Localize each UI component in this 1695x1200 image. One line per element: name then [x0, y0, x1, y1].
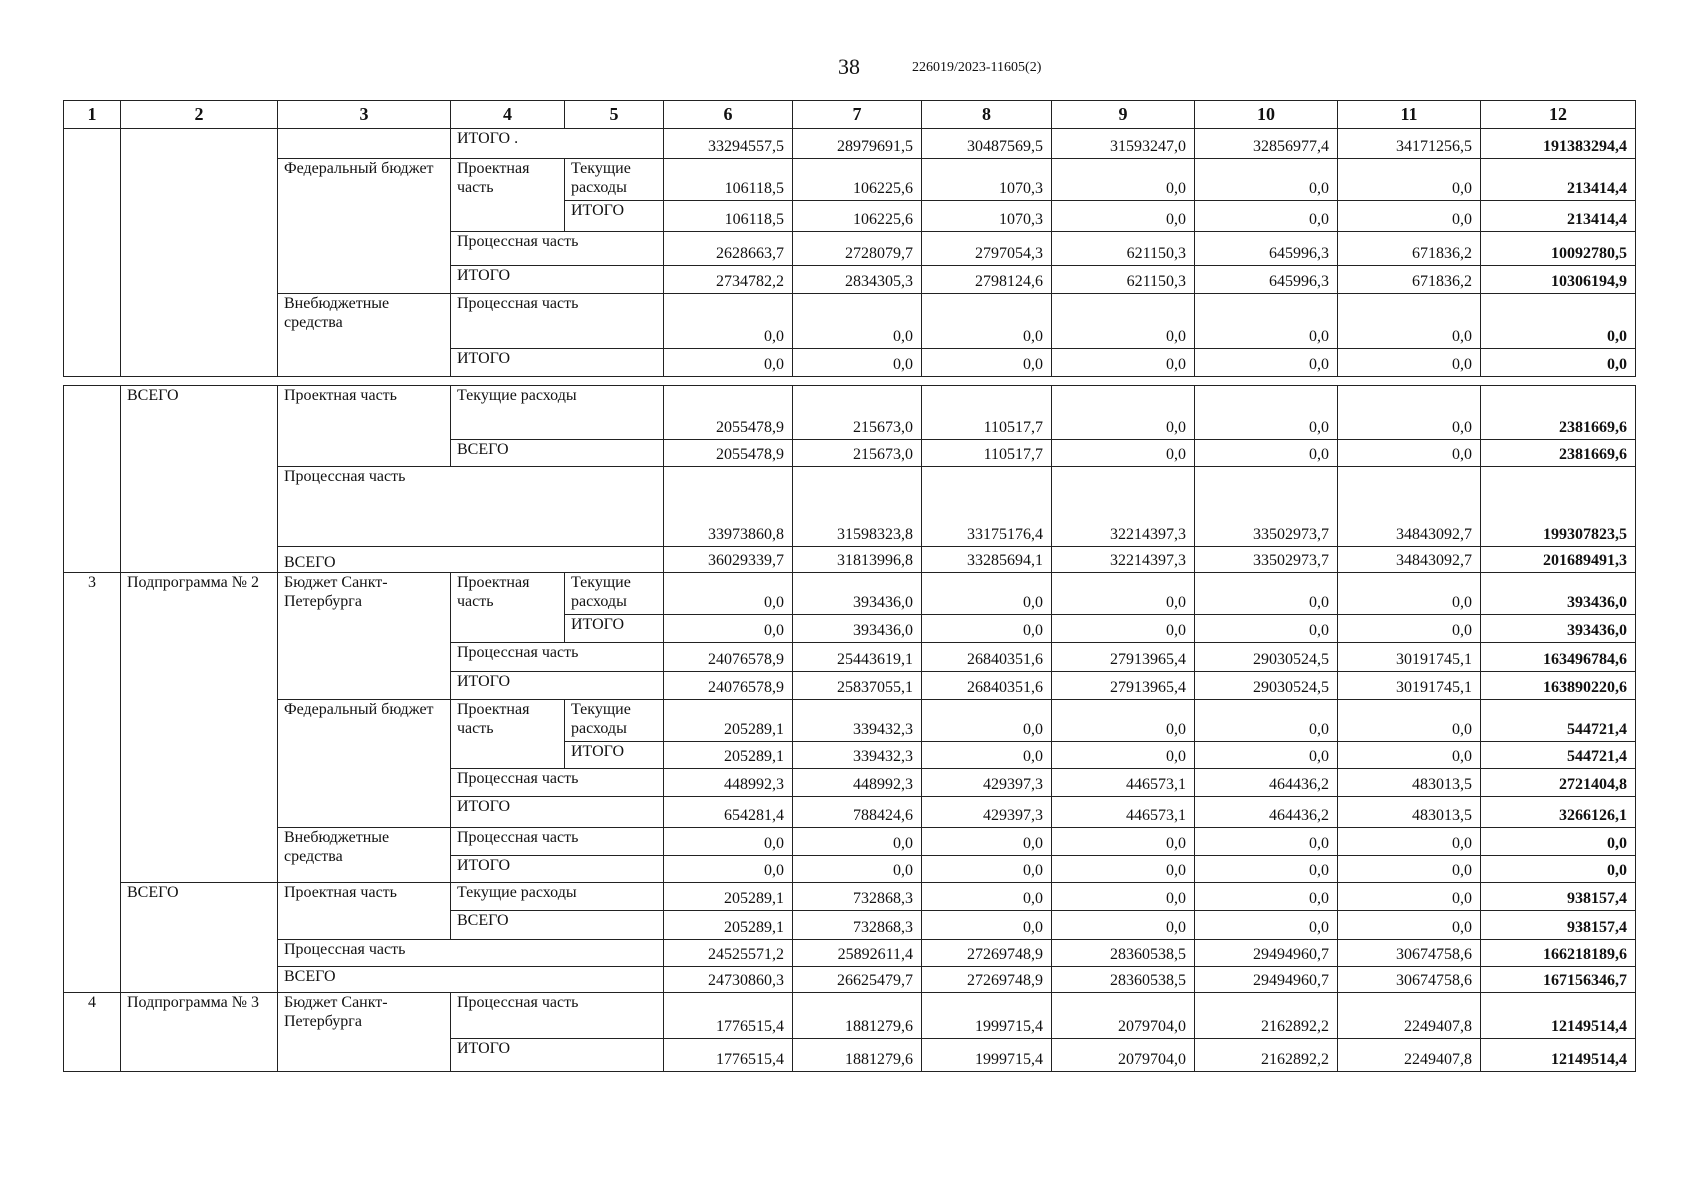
value-cell: 2628663,7	[664, 232, 793, 266]
value-cell: 27913965,4	[1052, 643, 1195, 672]
value-cell: 0,0	[1195, 294, 1338, 349]
value-cell: 0,0	[1052, 294, 1195, 349]
total-cell: 191383294,4	[1481, 129, 1636, 159]
value-cell: 0,0	[1195, 742, 1338, 769]
value-cell: 31593247,0	[1052, 129, 1195, 159]
row-label: ИТОГО	[565, 615, 664, 643]
value-cell: 0,0	[1052, 573, 1195, 615]
subprogram-label: Подпрограмма № 2	[121, 573, 278, 883]
row-number: 3	[64, 573, 121, 993]
group-label: ВСЕГО	[121, 883, 278, 993]
budget-source-label: Внебюджетные средства	[278, 828, 451, 883]
total-cell: 544721,4	[1481, 742, 1636, 769]
table-row	[64, 467, 1636, 547]
value-cell: 0,0	[1052, 883, 1195, 911]
value-cell: 106118,5	[664, 201, 793, 232]
value-cell: 205289,1	[664, 883, 793, 911]
value-cell: 30674758,6	[1338, 940, 1481, 967]
value-cell: 0,0	[1338, 440, 1481, 467]
value-cell: 0,0	[1338, 159, 1481, 201]
value-cell: 0,0	[1052, 856, 1195, 883]
part-label: Процессная часть	[451, 294, 664, 349]
value-cell: 26840351,6	[922, 672, 1052, 700]
value-cell: 0,0	[922, 349, 1052, 377]
total-cell: 10092780,5	[1481, 232, 1636, 266]
value-cell: 0,0	[1195, 440, 1338, 467]
total-cell: 201689491,3	[1481, 547, 1636, 573]
part-label: Проектная часть	[451, 159, 565, 232]
value-cell: 2249407,8	[1338, 1039, 1481, 1072]
value-cell: 448992,3	[664, 769, 793, 797]
value-cell: 0,0	[664, 856, 793, 883]
value-cell: 2162892,2	[1195, 993, 1338, 1039]
value-cell: 0,0	[1195, 349, 1338, 377]
value-cell: 0,0	[1052, 159, 1195, 201]
value-cell: 0,0	[922, 573, 1052, 615]
value-cell: 2162892,2	[1195, 1039, 1338, 1072]
total-cell: 213414,4	[1481, 159, 1636, 201]
col-header: 4	[451, 101, 565, 129]
part-label: Проектная часть	[451, 700, 565, 769]
value-cell: 0,0	[664, 828, 793, 856]
value-cell: 0,0	[1338, 294, 1481, 349]
subprogram-label: Подпрограмма № 3	[121, 993, 278, 1072]
total-cell: 163496784,6	[1481, 643, 1636, 672]
value-cell: 29030524,5	[1195, 643, 1338, 672]
table-row	[64, 547, 1636, 573]
value-cell: 0,0	[1052, 386, 1195, 440]
value-cell: 30191745,1	[1338, 672, 1481, 700]
value-cell: 0,0	[1052, 440, 1195, 467]
value-cell: 393436,0	[793, 573, 922, 615]
value-cell: 0,0	[1195, 386, 1338, 440]
value-cell: 464436,2	[1195, 769, 1338, 797]
value-cell: 1881279,6	[793, 1039, 922, 1072]
part-label: Процессная часть	[451, 993, 664, 1039]
table-row	[64, 386, 1636, 440]
value-cell: 0,0	[922, 294, 1052, 349]
value-cell: 28360538,5	[1052, 967, 1195, 993]
total-cell: 0,0	[1481, 828, 1636, 856]
value-cell: 0,0	[793, 856, 922, 883]
total-cell: 393436,0	[1481, 573, 1636, 615]
value-cell: 25443619,1	[793, 643, 922, 672]
value-cell: 1776515,4	[664, 993, 793, 1039]
total-cell: 213414,4	[1481, 201, 1636, 232]
value-cell: 2055478,9	[664, 440, 793, 467]
value-cell: 2079704,0	[1052, 1039, 1195, 1072]
value-cell: 0,0	[1052, 828, 1195, 856]
cell-empty	[278, 129, 451, 159]
value-cell: 0,0	[922, 700, 1052, 742]
table-row	[64, 573, 1636, 615]
value-cell: 32856977,4	[1195, 129, 1338, 159]
value-cell: 24525571,2	[664, 940, 793, 967]
value-cell: 110517,7	[922, 440, 1052, 467]
value-cell: 732868,3	[793, 911, 922, 940]
total-cell: 938157,4	[1481, 883, 1636, 911]
row-label: ИТОГО	[451, 349, 664, 377]
value-cell: 205289,1	[664, 911, 793, 940]
value-cell: 1070,3	[922, 159, 1052, 201]
cell-empty	[64, 129, 121, 377]
budget-source-label: Внебюджетные средства	[278, 294, 451, 377]
table-row	[64, 883, 1636, 911]
value-cell: 32214397,3	[1052, 547, 1195, 573]
row-label: ИТОГО	[451, 856, 664, 883]
total-cell: 12149514,4	[1481, 1039, 1636, 1072]
value-cell: 31598323,8	[793, 467, 922, 547]
value-cell: 1776515,4	[664, 1039, 793, 1072]
col-header: 12	[1481, 101, 1636, 129]
value-cell: 28979691,5	[793, 129, 922, 159]
total-cell: 166218189,6	[1481, 940, 1636, 967]
row-label: ВСЕГО	[278, 967, 664, 993]
col-header: 9	[1052, 101, 1195, 129]
value-cell: 25892611,4	[793, 940, 922, 967]
total-cell: 393436,0	[1481, 615, 1636, 643]
table-row	[64, 967, 1636, 993]
value-cell: 29030524,5	[1195, 672, 1338, 700]
value-cell: 0,0	[1195, 201, 1338, 232]
part-label: Проектная часть	[451, 573, 565, 643]
value-cell: 654281,4	[664, 797, 793, 828]
value-cell: 215673,0	[793, 386, 922, 440]
value-cell: 0,0	[793, 828, 922, 856]
col-header: 2	[121, 101, 278, 129]
expense-label: Текущие расходы	[565, 700, 664, 742]
value-cell: 0,0	[922, 911, 1052, 940]
row-label: ИТОГО	[565, 201, 664, 232]
col-header: 3	[278, 101, 451, 129]
expense-label: Текущие расходы	[565, 573, 664, 615]
value-cell: 30674758,6	[1338, 967, 1481, 993]
value-cell: 0,0	[1338, 883, 1481, 911]
cell-empty	[64, 386, 121, 573]
total-cell: 12149514,4	[1481, 993, 1636, 1039]
value-cell: 464436,2	[1195, 797, 1338, 828]
value-cell: 0,0	[1338, 349, 1481, 377]
value-cell: 0,0	[1338, 828, 1481, 856]
value-cell: 0,0	[664, 294, 793, 349]
part-label: Проектная часть	[278, 883, 451, 940]
part-label: Процессная часть	[451, 828, 664, 856]
part-label: Процессная часть	[278, 940, 664, 967]
row-label: ИТОГО	[565, 742, 664, 769]
value-cell: 0,0	[1338, 856, 1481, 883]
row-label: ВСЕГО	[278, 547, 664, 573]
part-label: Процессная часть	[451, 769, 664, 797]
col-header: 6	[664, 101, 793, 129]
row-label: ИТОГО	[451, 266, 664, 294]
value-cell: 339432,3	[793, 742, 922, 769]
value-cell: 34171256,5	[1338, 129, 1481, 159]
value-cell: 33973860,8	[664, 467, 793, 547]
row-label: ВСЕГО	[451, 911, 664, 940]
value-cell: 205289,1	[664, 742, 793, 769]
value-cell: 33502973,7	[1195, 547, 1338, 573]
value-cell: 24730860,3	[664, 967, 793, 993]
value-cell: 671836,2	[1338, 232, 1481, 266]
value-cell: 30191745,1	[1338, 643, 1481, 672]
value-cell: 26840351,6	[922, 643, 1052, 672]
value-cell: 24076578,9	[664, 672, 793, 700]
value-cell: 30487569,5	[922, 129, 1052, 159]
value-cell: 33502973,7	[1195, 467, 1338, 547]
value-cell: 0,0	[1338, 911, 1481, 940]
value-cell: 0,0	[1195, 159, 1338, 201]
value-cell: 621150,3	[1052, 232, 1195, 266]
value-cell: 0,0	[664, 615, 793, 643]
value-cell: 0,0	[1195, 828, 1338, 856]
value-cell: 483013,5	[1338, 797, 1481, 828]
total-cell: 2381669,6	[1481, 440, 1636, 467]
part-label: Процессная часть	[278, 467, 664, 547]
total-cell: 10306194,9	[1481, 266, 1636, 294]
value-cell: 1999715,4	[922, 993, 1052, 1039]
value-cell: 36029339,7	[664, 547, 793, 573]
table-row	[64, 940, 1636, 967]
budget-source-label: Федеральный бюджет	[278, 159, 451, 294]
value-cell: 2798124,6	[922, 266, 1052, 294]
value-cell: 205289,1	[664, 700, 793, 742]
value-cell: 0,0	[1052, 349, 1195, 377]
col-header: 7	[793, 101, 922, 129]
part-label: Процессная часть	[451, 643, 664, 672]
value-cell: 0,0	[664, 573, 793, 615]
value-cell: 732868,3	[793, 883, 922, 911]
row-label: ИТОГО	[451, 1039, 664, 1072]
expense-label: Текущие расходы	[451, 883, 664, 911]
row-label: ИТОГО	[451, 797, 664, 828]
value-cell: 34843092,7	[1338, 547, 1481, 573]
value-cell: 393436,0	[793, 615, 922, 643]
column-number-row	[64, 101, 1636, 129]
value-cell: 645996,3	[1195, 232, 1338, 266]
value-cell: 106118,5	[664, 159, 793, 201]
table-row	[64, 828, 1636, 856]
budget-source-label: Бюджет Санкт-Петербурга	[278, 573, 451, 700]
value-cell: 0,0	[1195, 573, 1338, 615]
value-cell: 2055478,9	[664, 386, 793, 440]
value-cell: 448992,3	[793, 769, 922, 797]
total-cell: 0,0	[1481, 856, 1636, 883]
table-row	[64, 993, 1636, 1039]
total-cell: 544721,4	[1481, 700, 1636, 742]
value-cell: 32214397,3	[1052, 467, 1195, 547]
value-cell: 429397,3	[922, 797, 1052, 828]
value-cell: 106225,6	[793, 159, 922, 201]
col-header: 10	[1195, 101, 1338, 129]
table-row	[64, 700, 1636, 742]
page-header	[0, 52, 1695, 82]
value-cell: 26625479,7	[793, 967, 922, 993]
row-label: ВСЕГО	[451, 440, 664, 467]
value-cell: 339432,3	[793, 700, 922, 742]
budget-source-label: Бюджет Санкт-Петербурга	[278, 993, 451, 1072]
col-header: 8	[922, 101, 1052, 129]
value-cell: 0,0	[1052, 911, 1195, 940]
part-label: Проектная часть	[278, 386, 451, 467]
value-cell: 0,0	[1338, 700, 1481, 742]
total-cell: 2721404,8	[1481, 769, 1636, 797]
total-cell: 199307823,5	[1481, 467, 1636, 547]
value-cell: 2834305,3	[793, 266, 922, 294]
value-cell: 34843092,7	[1338, 467, 1481, 547]
value-cell: 788424,6	[793, 797, 922, 828]
table-row	[64, 129, 1636, 159]
expense-label: Текущие расходы	[565, 159, 664, 201]
value-cell: 0,0	[1338, 386, 1481, 440]
value-cell: 446573,1	[1052, 769, 1195, 797]
value-cell: 0,0	[1195, 856, 1338, 883]
value-cell: 25837055,1	[793, 672, 922, 700]
value-cell: 671836,2	[1338, 266, 1481, 294]
value-cell: 0,0	[1052, 742, 1195, 769]
value-cell: 0,0	[922, 742, 1052, 769]
value-cell: 28360538,5	[1052, 940, 1195, 967]
total-cell: 2381669,6	[1481, 386, 1636, 440]
budget-source-label: Федеральный бюджет	[278, 700, 451, 828]
col-header: 5	[565, 101, 664, 129]
value-cell: 645996,3	[1195, 266, 1338, 294]
table-row	[64, 159, 1636, 201]
cell-empty	[121, 129, 278, 377]
value-cell: 2797054,3	[922, 232, 1052, 266]
value-cell: 2249407,8	[1338, 993, 1481, 1039]
value-cell: 0,0	[1195, 615, 1338, 643]
value-cell: 0,0	[1338, 573, 1481, 615]
value-cell: 2079704,0	[1052, 993, 1195, 1039]
total-cell: 163890220,6	[1481, 672, 1636, 700]
value-cell: 0,0	[922, 828, 1052, 856]
document-id: 226019/2023-11605(2)	[912, 60, 1042, 75]
value-cell: 0,0	[922, 615, 1052, 643]
value-cell: 106225,6	[793, 201, 922, 232]
value-cell: 0,0	[664, 349, 793, 377]
value-cell: 0,0	[1052, 615, 1195, 643]
value-cell: 27913965,4	[1052, 672, 1195, 700]
value-cell: 27269748,9	[922, 940, 1052, 967]
value-cell: 1881279,6	[793, 993, 922, 1039]
value-cell: 33294557,5	[664, 129, 793, 159]
budget-table-continued	[63, 385, 1636, 1072]
total-cell: 938157,4	[1481, 911, 1636, 940]
total-cell: 0,0	[1481, 349, 1636, 377]
value-cell: 0,0	[1052, 201, 1195, 232]
total-cell: 0,0	[1481, 294, 1636, 349]
part-label: Процессная часть	[451, 232, 664, 266]
value-cell: 0,0	[922, 883, 1052, 911]
value-cell: 2728079,7	[793, 232, 922, 266]
value-cell: 0,0	[793, 349, 922, 377]
value-cell: 0,0	[793, 294, 922, 349]
value-cell: 27269748,9	[922, 967, 1052, 993]
value-cell: 0,0	[922, 856, 1052, 883]
value-cell: 1999715,4	[922, 1039, 1052, 1072]
value-cell: 33285694,1	[922, 547, 1052, 573]
value-cell: 0,0	[1195, 883, 1338, 911]
row-label: ИТОГО	[451, 672, 664, 700]
col-header: 11	[1338, 101, 1481, 129]
table-row	[64, 294, 1636, 349]
value-cell: 0,0	[1052, 700, 1195, 742]
value-cell: 0,0	[1195, 700, 1338, 742]
value-cell: 24076578,9	[664, 643, 793, 672]
value-cell: 429397,3	[922, 769, 1052, 797]
value-cell: 31813996,8	[793, 547, 922, 573]
value-cell: 621150,3	[1052, 266, 1195, 294]
value-cell: 33175176,4	[922, 467, 1052, 547]
value-cell: 0,0	[1338, 615, 1481, 643]
value-cell: 2734782,2	[664, 266, 793, 294]
total-cell: 3266126,1	[1481, 797, 1636, 828]
value-cell: 110517,7	[922, 386, 1052, 440]
value-cell: 483013,5	[1338, 769, 1481, 797]
budget-table	[63, 100, 1636, 377]
value-cell: 1070,3	[922, 201, 1052, 232]
row-label: ИТОГО .	[451, 129, 664, 159]
value-cell: 0,0	[1195, 911, 1338, 940]
value-cell: 29494960,7	[1195, 967, 1338, 993]
value-cell: 29494960,7	[1195, 940, 1338, 967]
group-label: ВСЕГО	[121, 386, 278, 573]
value-cell: 0,0	[1338, 742, 1481, 769]
page-number: 38	[838, 54, 860, 79]
value-cell: 0,0	[1338, 201, 1481, 232]
value-cell: 446573,1	[1052, 797, 1195, 828]
total-cell: 167156346,7	[1481, 967, 1636, 993]
expense-label: Текущие расходы	[451, 386, 664, 440]
row-number: 4	[64, 993, 121, 1072]
value-cell: 215673,0	[793, 440, 922, 467]
col-header: 1	[64, 101, 121, 129]
